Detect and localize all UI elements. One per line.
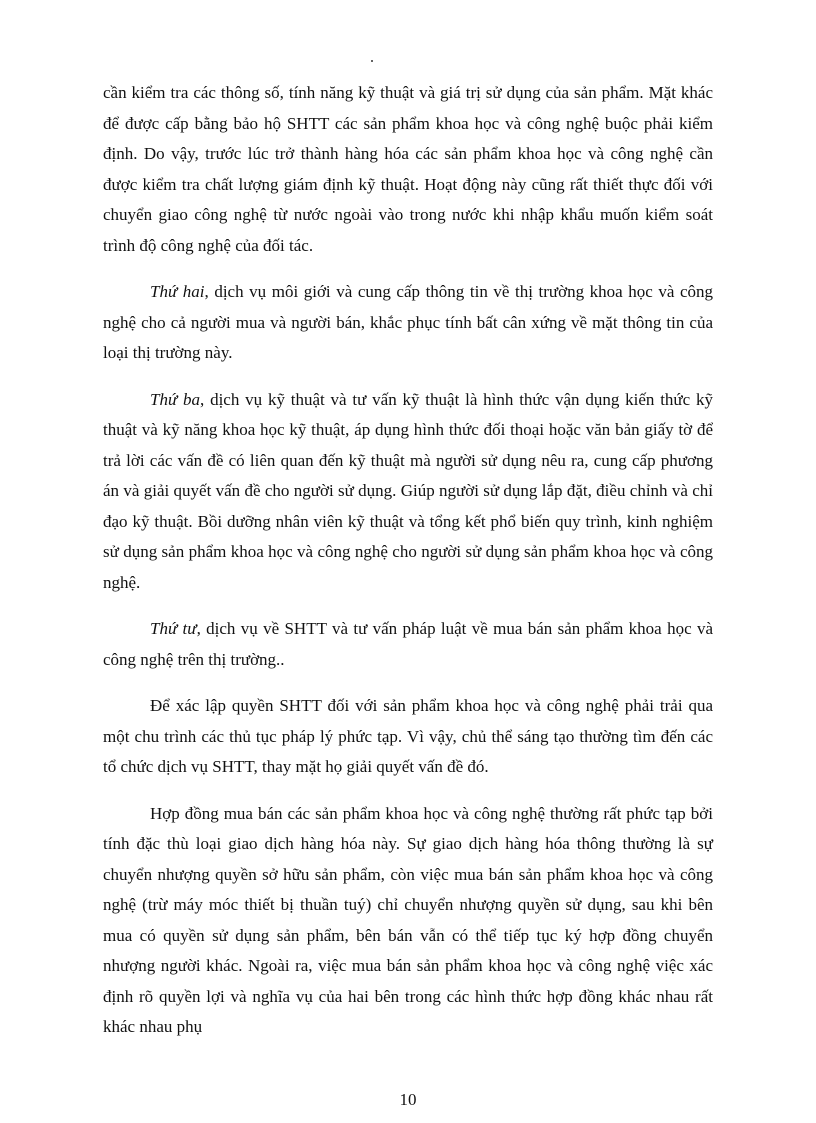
paragraph-text: , dịch vụ kỹ thuật và tư vấn kỹ thuật là hình thức vận dụng kiến thức kỹ thuật và kỹ năng khoa học kỹ thuật, áp dụng hình thức đối thoại hoặc văn bản giấy tờ để trả lời các vấn đề có liên quan đến kỹ thuật mà người sử dụng nêu ra, cung cấp phương án và giải quyết vấn đề cho người sử dụng. Giúp người sử dụng lắp đặt, điều chỉnh và chỉ đạo kỹ thuật. Bồi dưỡng nhân viên kỹ thuật và tổng kết phổ biến quy trình, kinh nghiệm sử dụng sản phẩm khoa học và công nghệ cho người sử dụng sản phẩm khoa học và công nghệ. — [103, 389, 713, 592]
scan-speck — [371, 60, 373, 62]
paragraph-thu-hai — [103, 277, 713, 369]
paragraph-text: , dịch vụ về SHTT và tư vấn pháp luật về mua bán sản phẩm khoa học và công nghệ trên thị trường.. — [103, 619, 713, 669]
paragraph-text: Để xác lập quyền SHTT đối với sản phẩm khoa học và công nghệ phải trải qua một chu trình các thủ tục pháp lý phức tạp. Vì vậy, chủ thể sáng tạo thường tìm đến các tổ chức dịch vụ SHTT, thay mặt họ giải quyết vấn đề đó. — [103, 696, 713, 776]
paragraph-text: , dịch vụ môi giới và cung cấp thông tin về thị trường khoa học và công nghệ cho cả người mua và người bán, khắc phục tính bất cân xứng về mặt thông tin của loại thị trường này. — [103, 282, 713, 362]
paragraph-hop-dong — [103, 799, 713, 1043]
paragraph-text: cần kiểm tra các thông số, tính năng kỹ thuật và giá trị sử dụng của sản phẩm. Mặt khác để được cấp bằng bảo hộ SHTT các sản phẩm khoa học và công nghệ buộc phải kiểm định. Do vậy, trước lúc trở thành hàng hóa các sản phẩm khoa học và công nghệ cần được kiểm tra chất lượng giám định kỹ thuật. Hoạt động này cũng rất thiết thực đối với chuyển giao công nghệ từ nước ngoài vào trong nước khi nhập khẩu muốn kiểm soát trình độ công nghệ của đối tác. — [103, 83, 713, 255]
document-page — [103, 78, 713, 1059]
paragraph-lead: Thứ ba — [150, 389, 201, 409]
paragraph-thu-ba — [103, 385, 713, 599]
paragraph-text: Hợp đồng mua bán các sản phẩm khoa học và công nghệ thường rất phức tạp bởi tính đặc thù loại giao dịch hàng hóa này. Sự giao dịch hàng hóa thông thường là sự chuyển nhượng quyền sở hữu sản phẩm, còn việc mua bán sản phẩm khoa học và công nghệ (trừ máy móc thiết bị thuần tuý) chỉ chuyển nhượng quyền sử dụng, sau khi bên mua có quyền sử dụng sản phẩm, bên bán vẫn có thể tiếp tục ký hợp đồng chuyển nhượng người khác. Ngoài ra, việc mua bán sản phẩm khoa học và công nghệ việc xác định rõ quyền lợi và nghĩa vụ của hai bên trong các hình thức hợp đồng khác nhau rất khác nhau phụ — [103, 803, 713, 1036]
paragraph-shtt — [103, 691, 713, 783]
paragraph-lead: Thứ hai — [150, 282, 205, 301]
paragraph-lead: Thứ tư — [150, 619, 197, 638]
page-number: 10 — [399, 1090, 417, 1109]
paragraph-continuation — [103, 78, 713, 261]
paragraph-thu-tu — [103, 614, 713, 675]
